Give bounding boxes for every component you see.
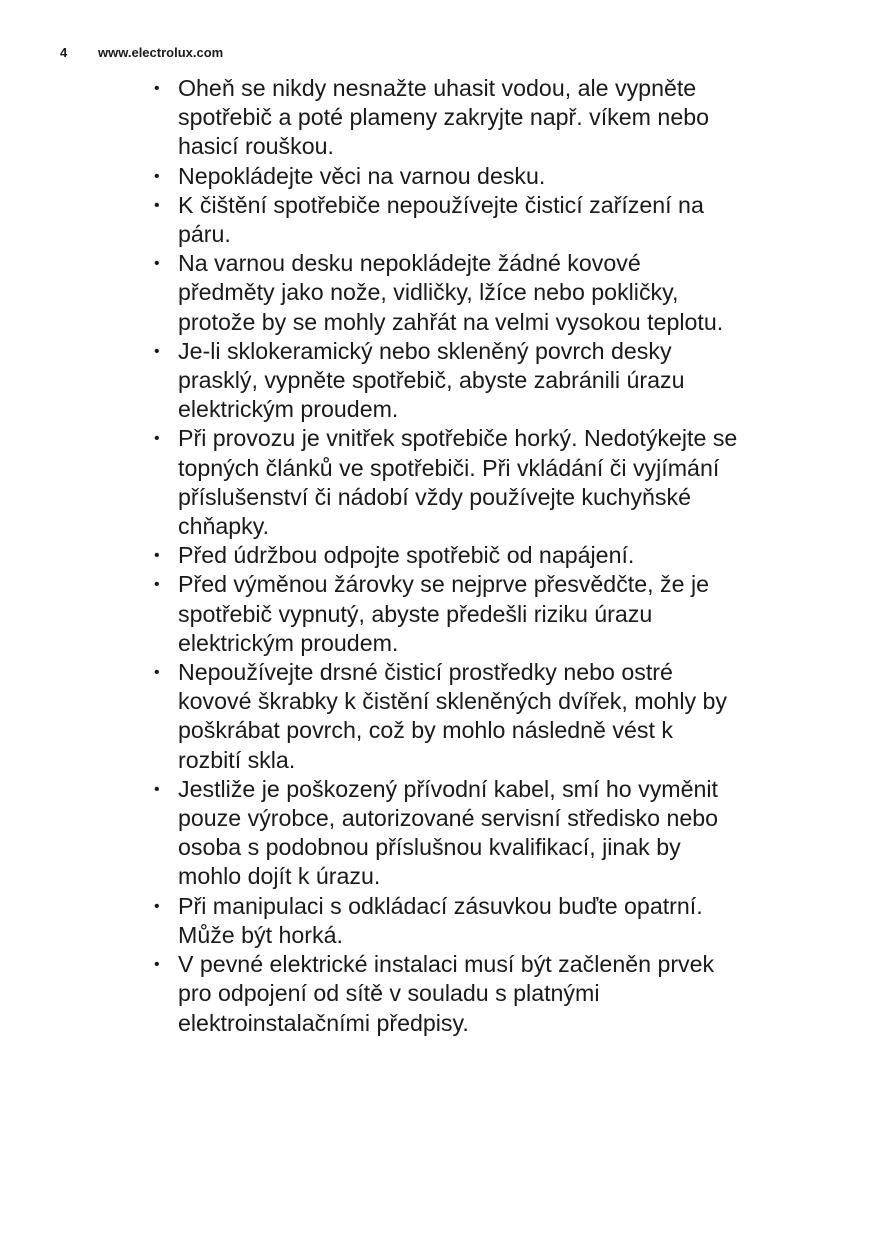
list-item: • Při provozu je vnitřek spotřebiče horký. Nedotýkejte se topných článků ve spotřebiči. Při vkládání či vyjímání příslušenství či nádobí vždy používejte kuchyňské chňapky. [150,424,850,541]
list-item: • V pevné elektrické instalaci musí být začleněn prvek pro odpojení od sítě v souladu s platnými elektroinstalačními předpisy. [150,950,850,1038]
list-item: • Na varnou desku nepokládejte žádné kovové předměty jako nože, vidličky, lžíce nebo pokličky, protože by se mohly zahřát na velmi vysokou teplotu. [150,249,850,337]
safety-instructions-list [150,74,850,1038]
website-url: www.electrolux.com [98,45,224,60]
list-item: • Před údržbou odpojte spotřebič od napájení. [150,541,850,570]
list-item: • Před výměnou žárovky se nejprve přesvědčte, že je spotřebič vypnutý, abyste předešli riziku úrazu elektrickým proudem. [150,570,850,658]
list-item: • Jestliže je poškozený přívodní kabel, smí ho vyměnit pouze výrobce, autorizované servisní středisko nebo osoba s podobnou příslušnou kvalifikací, jinak by mohlo dojít k úrazu. [150,775,850,892]
list-item: • Oheň se nikdy nesnažte uhasit vodou, ale vypněte spotřebič a poté plameny zakryjte např. víkem nebo hasicí rouškou. [150,74,850,162]
list-item: • Nepokládejte věci na varnou desku. [150,162,850,191]
list-item: • Při manipulaci s odkládací zásuvkou buďte opatrní. Může být horká. [150,892,850,950]
list-item: • Je-li sklokeramický nebo skleněný povrch desky prasklý, vypněte spotřebič, abyste zabránili úrazu elektrickým proudem. [150,337,850,425]
page-number: 4 [60,45,68,60]
list-item: • K čištění spotřebiče nepoužívejte čisticí zařízení na páru. [150,191,850,249]
list-item: • Nepoužívejte drsné čisticí prostředky nebo ostré kovové škrabky k čistění skleněných dvířek, mohly by poškrábat povrch, což by mohlo následně vést k rozbití skla. [150,658,850,775]
page-header [60,45,223,60]
